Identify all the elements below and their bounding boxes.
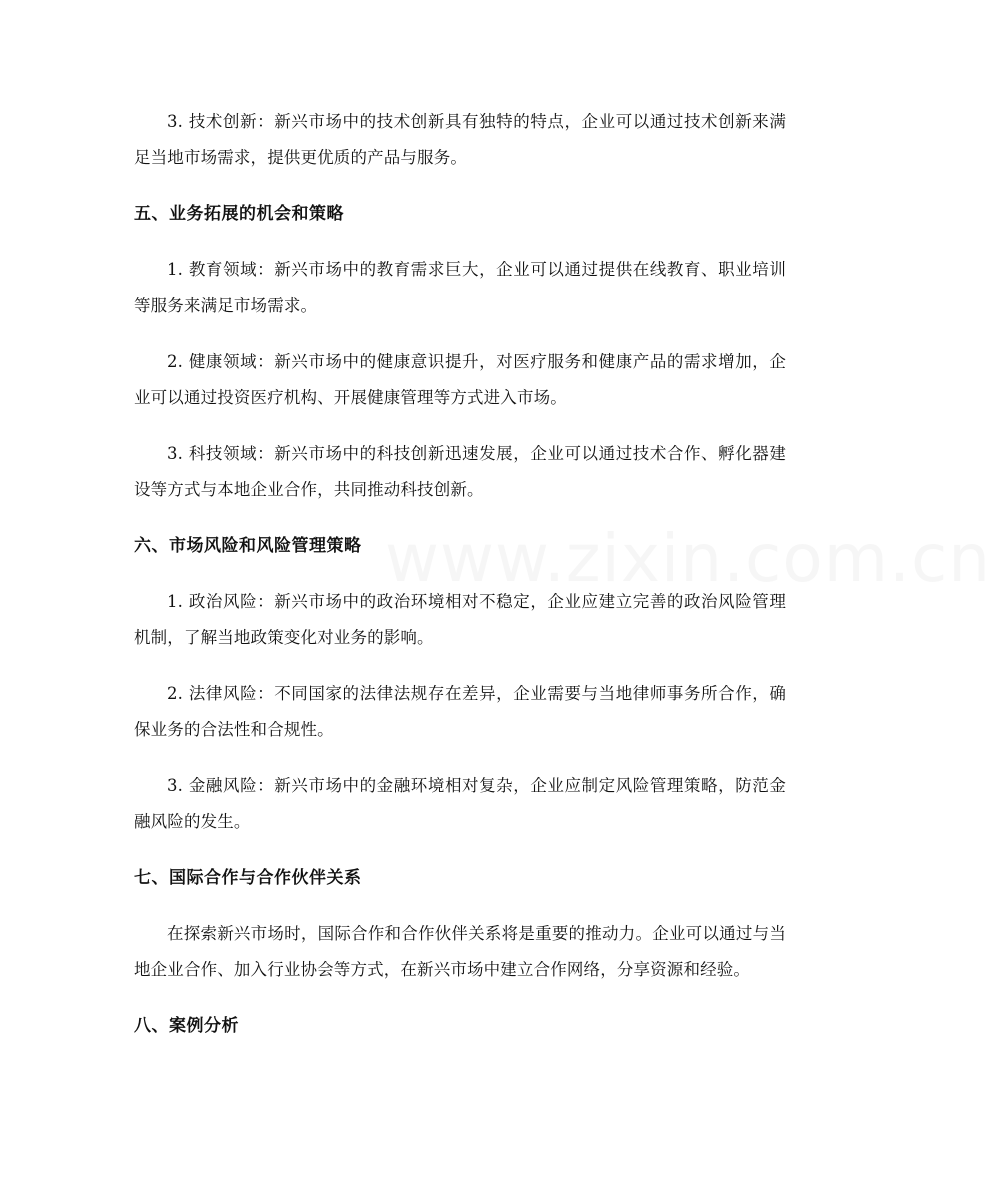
paragraph-legal-risk: 2. 法律风险：不同国家的法律法规存在差异，企业需要与当地律师事务所合作，确保业务的合法性和合规性。 (134, 684, 786, 739)
paragraph-education: 1. 教育领域：新兴市场中的教育需求巨大，企业可以通过提供在线教育、职业培训等服务来满足市场需求。 (134, 260, 786, 315)
paragraph-international-cooperation: 在探索新兴市场时，国际合作和合作伙伴关系将是重要的推动力。企业可以通过与当地企业合作、加入行业协会等方式，在新兴市场中建立合作网络，分享资源和经验。 (134, 924, 786, 979)
paragraph-tech-innovation: 3. 技术创新：新兴市场中的技术创新具有独特的特点，企业可以通过技术创新来满足当地市场需求，提供更优质的产品与服务。 (134, 112, 786, 167)
document-body (134, 104, 786, 1044)
section-heading-5: 五、业务拓展的机会和策略 (134, 204, 344, 224)
section-heading-7: 七、国际合作与合作伙伴关系 (134, 868, 362, 888)
section-heading-8: 八、案例分析 (134, 1016, 239, 1036)
watermark: www.zixin.com.cn (385, 520, 991, 597)
paragraph-health: 2. 健康领域：新兴市场中的健康意识提升，对医疗服务和健康产品的需求增加，企业可以通过投资医疗机构、开展健康管理等方式进入市场。 (134, 352, 786, 407)
paragraph-political-risk: 1. 政治风险：新兴市场中的政治环境相对不稳定，企业应建立完善的政治风险管理机制，了解当地政策变化对业务的影响。 (134, 592, 786, 647)
paragraph-technology: 3. 科技领域：新兴市场中的科技创新迅速发展，企业可以通过技术合作、孵化器建设等方式与本地企业合作，共同推动科技创新。 (134, 444, 786, 499)
section-heading-6: 六、市场风险和风险管理策略 (134, 536, 362, 556)
paragraph-financial-risk: 3. 金融风险：新兴市场中的金融环境相对复杂，企业应制定风险管理策略，防范金融风险的发生。 (134, 776, 786, 831)
